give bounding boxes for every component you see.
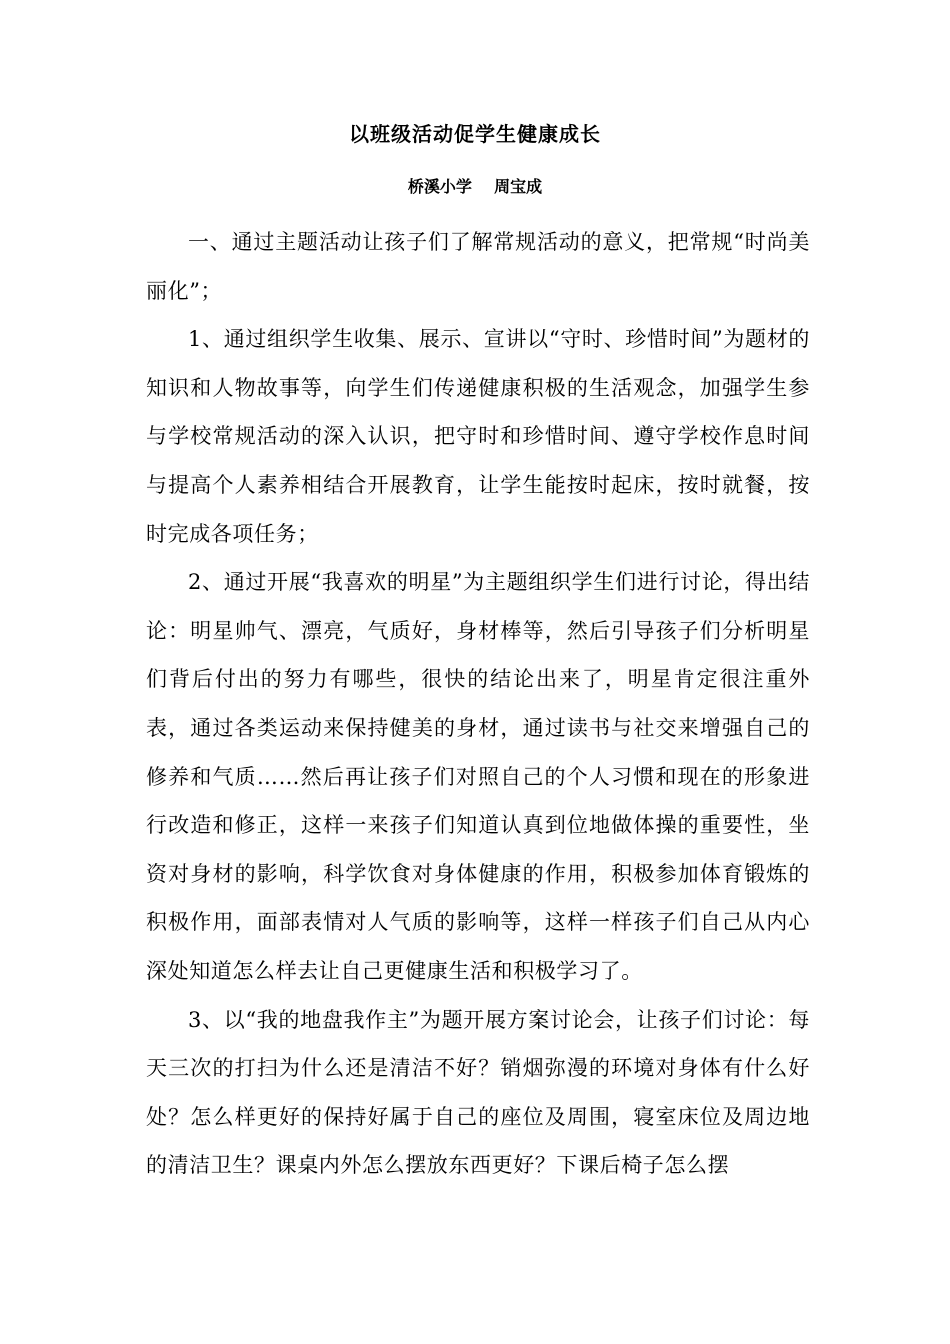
paragraph-section-1: 一、通过主题活动让孩子们了解常规活动的意义，把常规“时尚美丽化”； — [146, 230, 810, 303]
paragraph-item-2: 2、通过开展“我喜欢的明星”为主题组织学生们进行讨论，得出结论：明星帅气、漂亮，气质好，身材棒等，然后引导孩子们分析明星们背后付出的努力有哪些，很快的结论出来了，明星肯定很注重外表，通过各类运动来保持健美的身材，通过读书与社交来增强自己的修养和气质……然后再让孩子们对照自己的个人习惯和现在的形象进行改造和修正，这样一来孩子们知道认真到位地做体操的重要性，坐资对身材的影响，科学饮食对身体健康的作用，积极参加体育锻炼的积极作用，面部表情对人气质的影响等，这样一样孩子们自己从内心深处知道怎么样去让自己更健康生活和积极学习了。 — [146, 570, 810, 983]
document-title: 以班级活动促学生健康成长 — [349, 122, 601, 146]
paragraph-item-1: 1、通过组织学生收集、展示、宣讲以“守时、珍惜时间”为题材的知识和人物故事等，向学生们传递健康积极的生活观念，加强学生参与学校常规活动的深入认识，把守时和珍惜时间、遵守学校作息时间与提高个人素养相结合开展教育，让学生能按时起床，按时就餐，按时完成各项任务； — [146, 327, 810, 546]
document-body — [146, 218, 810, 1190]
paragraph-item-3: 3、以“我的地盘我作主”为题开展方案讨论会，让孩子们讨论：每天三次的打扫为什么还是清洁不好？销烟弥漫的环境对身体有什么好处？怎么样更好的保持好属于自己的座位及周围，寝室床位及周边地的清洁卫生？课桌内外怎么摆放东西更好？下课后椅子怎么摆 — [146, 1007, 810, 1178]
document-author: 桥溪小学 周宝成 — [407, 177, 543, 196]
